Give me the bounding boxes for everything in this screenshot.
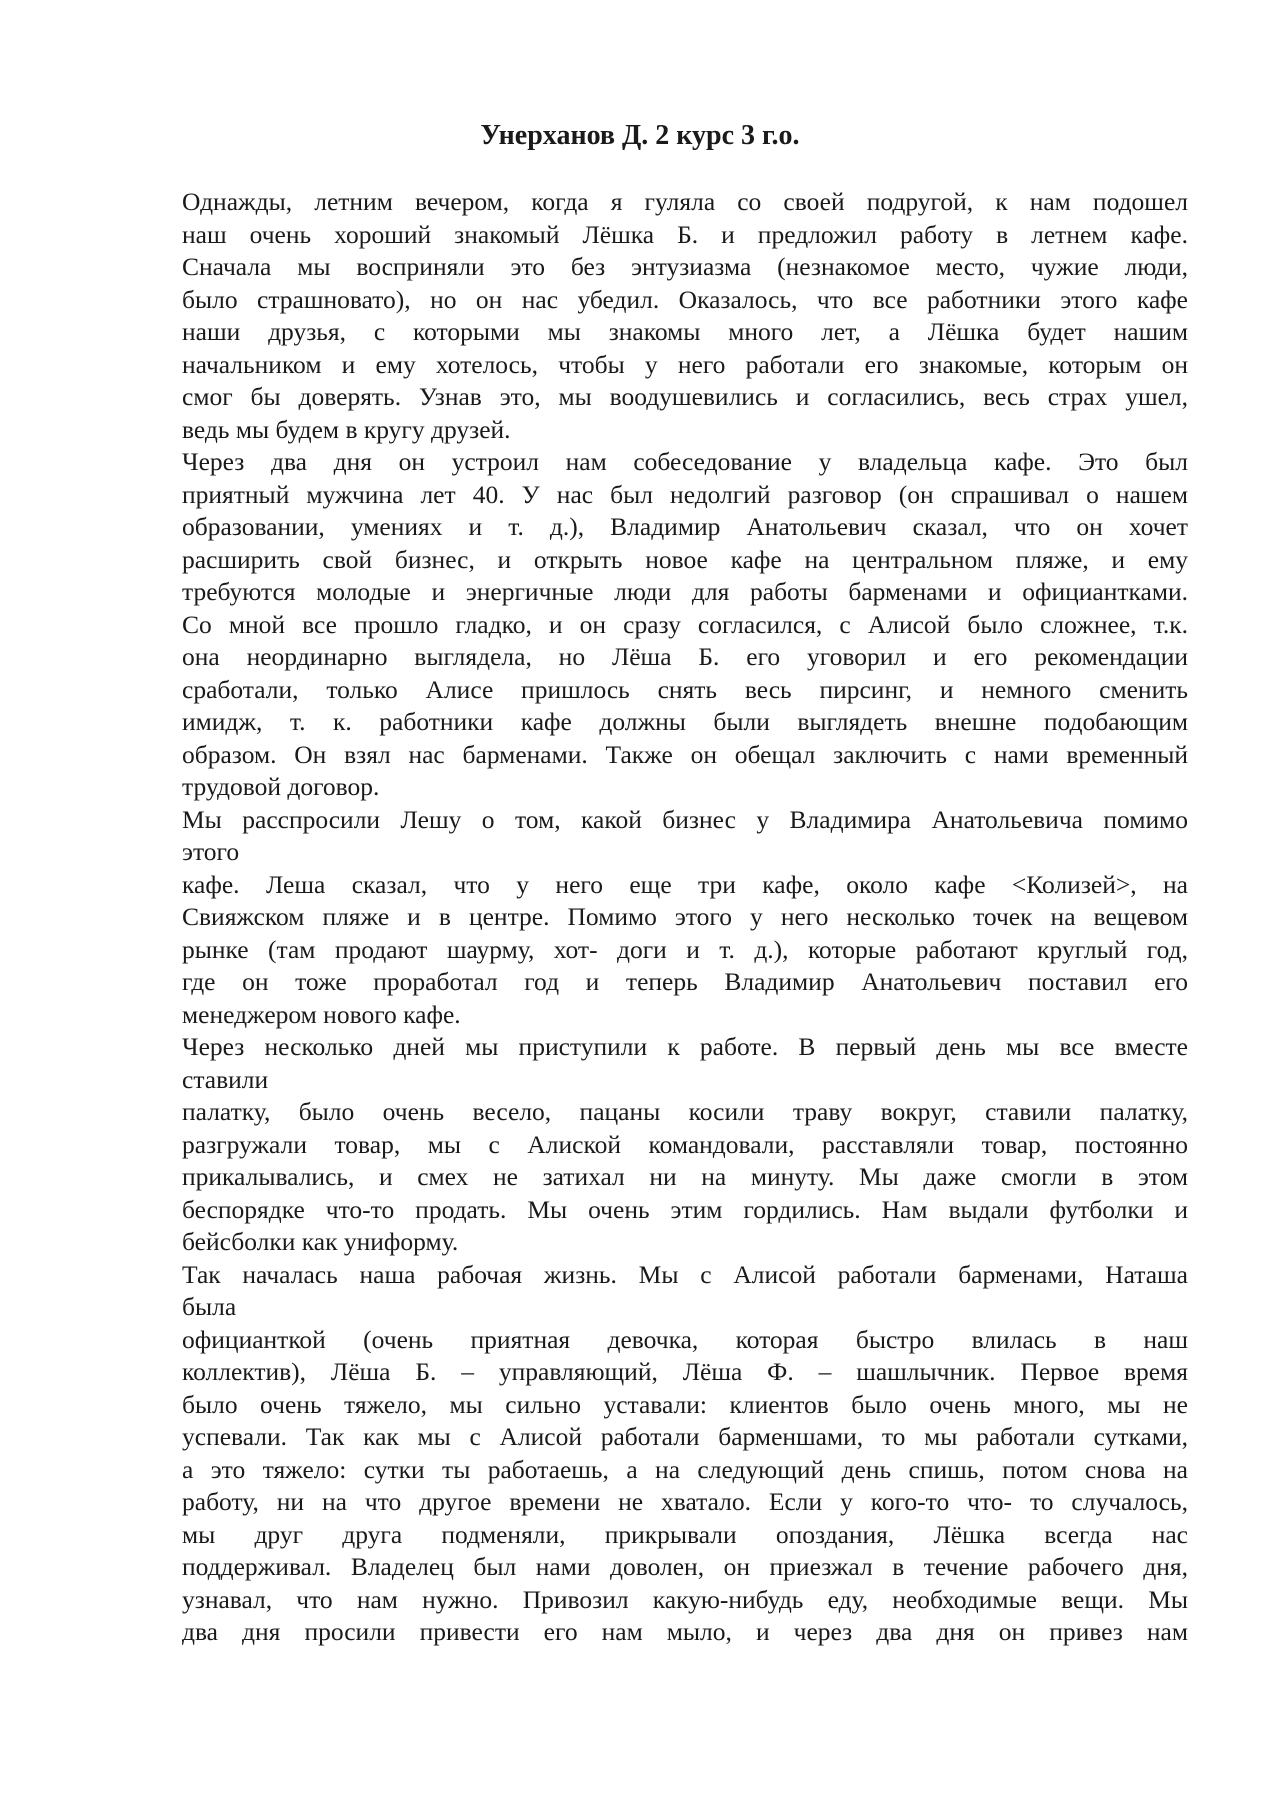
- text-line: она неординарно выглядела, но Лёша Б. его уговорил и его рекомендации: [182, 642, 1188, 671]
- text-line: а это тяжело: сутки ты работаешь, а на следующий день спишь, потом снова на: [182, 1454, 1188, 1484]
- text-line: ведь мы будем в кругу друзей.: [182, 414, 511, 444]
- document-body: [182, 186, 1188, 1649]
- text-line: официанткой (очень приятная девочка, которая быстро влилась в наш: [182, 1324, 1188, 1354]
- text-line: Со мной все прошло гладко, и он сразу согласился, с Алисой было сложнее, т.к.: [182, 609, 1188, 639]
- text-line: успевали. Так как мы с Алисой работали барменшами, то мы работали сутками,: [182, 1422, 1188, 1451]
- text-line: бейсболки как униформу.: [182, 1227, 459, 1256]
- text-line: поддерживал. Владелец был нами доволен, он приезжал в течение рабочего дня,: [182, 1552, 1188, 1581]
- text-line: смог бы доверять. Узнав это, мы воодушевились и согласились, весь страх ушел,: [182, 382, 1188, 411]
- paragraph: [182, 1096, 1188, 1259]
- paragraph: [182, 446, 1188, 804]
- text-line: имидж, т. к. работники кафе должны были выглядеть внешне подобающим: [182, 707, 1188, 736]
- text-line: Через несколько дней мы приступили к работе. В первый день мы все вместе: [182, 1032, 1188, 1061]
- text-line: беспорядке что-то продать. Мы очень этим гордились. Нам выдали футболки и: [182, 1194, 1188, 1224]
- paragraph: [182, 1324, 1188, 1649]
- text-line: два дня просили привести его нам мыло, и через два дня он привез нам: [182, 1617, 1188, 1646]
- document-title: Унерханов Д. 2 курс 3 г.о.: [480, 120, 800, 151]
- text-line: рынке (там продают шаурму, хот- доги и т. д.), которые работают круглый год,: [182, 934, 1188, 964]
- text-line: было страшновато), но он нас убедил. Оказалось, что все работники этого кафе: [182, 284, 1188, 314]
- paragraph: [182, 1031, 1188, 1096]
- text-line: кафе. Леша сказал, что у него еще три кафе, около кафе <Колизей>, на: [182, 869, 1188, 899]
- text-line: образовании, умениях и т. д.), Владимир Анатольевич сказал, что он хочет: [182, 512, 1188, 541]
- text-line: Так началась наша рабочая жизнь. Мы с Алисой работали барменами, Наташа: [182, 1259, 1188, 1289]
- text-line: сработали, только Алисе пришлось снять весь пирсинг, и немного сменить: [182, 674, 1188, 704]
- text-line: мы друг друга подменяли, прикрывали опоздания, Лёшка всегда нас: [182, 1519, 1188, 1549]
- paragraph: [182, 804, 1188, 869]
- paragraph: [182, 869, 1188, 1032]
- text-line: этого: [182, 837, 240, 866]
- text-line: ставили: [182, 1064, 269, 1094]
- text-line: прикалывались, и смех не затихал ни на минуту. Мы даже смогли в этом: [182, 1162, 1188, 1191]
- text-line: требуются молодые и энергичные люди для работы барменами и официантками.: [182, 577, 1188, 606]
- text-line: Сначала мы восприняли это без энтузиазма (незнакомое место, чужие люди,: [182, 252, 1188, 281]
- text-line: наш очень хороший знакомый Лёшка Б. и предложил работу в летнем кафе.: [182, 219, 1188, 249]
- text-line: приятный мужчина лет 40. У нас был недолгий разговор (он спрашивал о нашем: [182, 479, 1188, 509]
- text-line: Через два дня он устроил нам собеседование у владельца кафе. Это был: [182, 447, 1188, 476]
- text-line: Мы расспросили Лешу о том, какой бизнес у Владимира Анатольевича помимо: [182, 804, 1188, 834]
- text-line: была: [182, 1292, 237, 1321]
- text-line: трудовой договор.: [182, 772, 380, 801]
- text-line: палатку, было очень весело, пацаны косили траву вокруг, ставили палатку,: [182, 1097, 1188, 1126]
- text-line: образом. Он взял нас барменами. Также он обещал заключить с нами временный: [182, 739, 1188, 769]
- text-line: расширить свой бизнес, и открыть новое кафе на центральном пляже, и ему: [182, 544, 1188, 574]
- text-line: Однажды, летним вечером, когда я гуляла со своей подругой, к нам подошел: [182, 187, 1188, 216]
- text-line: менеджером нового кафе.: [182, 999, 461, 1029]
- paragraph: [182, 186, 1188, 446]
- text-line: где он тоже проработал год и теперь Владимир Анатольевич поставил его: [182, 967, 1188, 996]
- text-line: разгружали товар, мы с Алиской командовали, расставляли товар, постоянно: [182, 1129, 1188, 1159]
- text-line: было очень тяжело, мы сильно уставали: клиентов было очень много, мы не: [182, 1389, 1188, 1419]
- text-line: начальником и ему хотелось, чтобы у него работали его знакомые, которым он: [182, 349, 1188, 379]
- text-line: узнавал, что нам нужно. Привозил какую-нибудь еду, необходимые вещи. Мы: [182, 1584, 1188, 1614]
- text-line: работу, ни на что другое времени не хватало. Если у кого-то что- то случалось,: [182, 1487, 1188, 1516]
- text-line: Свияжском пляже и в центре. Помимо этого у него несколько точек на вещевом: [182, 902, 1188, 931]
- text-line: коллектив), Лёша Б. – управляющий, Лёша Ф. – шашлычник. Первое время: [182, 1357, 1188, 1386]
- text-line: наши друзья, с которыми мы знакомы много лет, а Лёшка будет нашим: [182, 317, 1188, 346]
- paragraph: [182, 1259, 1188, 1324]
